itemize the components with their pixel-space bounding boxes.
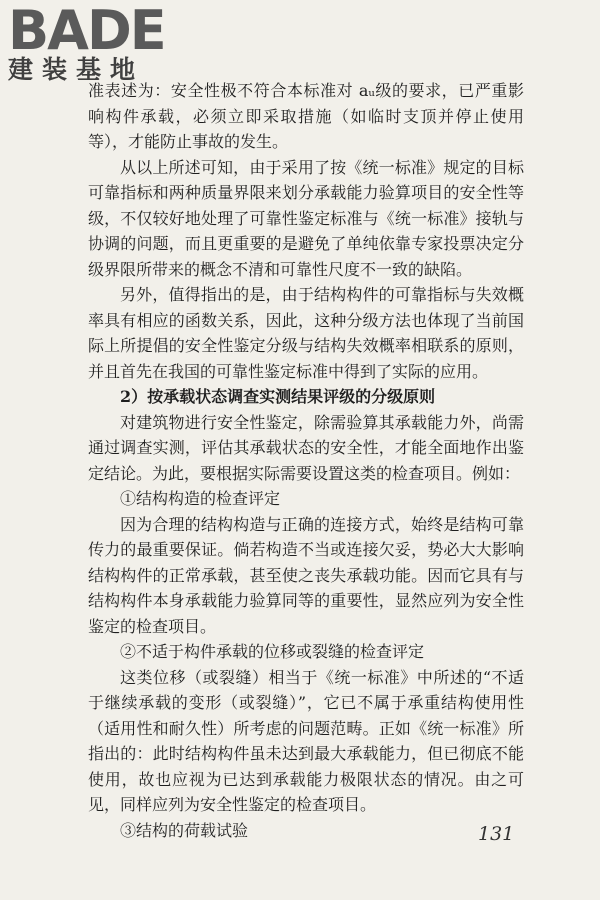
paragraph: 另外，值得指出的是，由于结构构件的可靠指标与失效概率具有相应的函数关系，因此，这种分级方法也体现了当前国际上所提倡的安全性鉴定分级与结构失效概率相联系的原则，并且首先在我国的可靠性鉴定标准中得到了实际的应用。 [88, 285, 524, 381]
watermark-logo [8, 2, 165, 84]
list-item-heading: ①结构构造的检查评定 [120, 489, 281, 508]
list-item-heading: ③结构的荷载试验 [120, 820, 249, 840]
paragraph: 因为合理的结构构造与正确的连接方式，始终是结构可靠传力的最重要保证。倘若构造不当或连接欠妥，势必大大影响结构构件的正常承载，甚至使之丧失承载功能。因而它具有与结构构件本身承载能力验算同等的重要性，显然应列为安全性鉴定的检查项目。 [88, 514, 524, 636]
page-number: 131 [478, 823, 515, 845]
paragraph: 对建筑物进行安全性鉴定，除需验算其承载能力外，尚需通过调查实测，评估其承载状态的安全性，才能全面地作出鉴定结论。为此，要根据实际需要设置这类的检查项目。例如： [88, 412, 524, 483]
section-heading: 2）按承载状态调查实测结果评级的分级原则 [120, 387, 436, 406]
list-item-heading: ②不适于构件承载的位移或裂缝的检查评定 [120, 642, 425, 661]
logo-brand: BADE [8, 0, 165, 62]
paragraph-continued: 准表述为：安全性极不符合本标准对 aᵤ级的要求，已严重影响构件承载，必须立即采取措施（如临时支顶并停止使用等），才能防止事故的发生。 [88, 81, 524, 151]
logo-tagline: 建装基地 [8, 55, 145, 84]
page-body [88, 78, 524, 843]
paragraph: 从以上所述可知，由于采用了按《统一标准》规定的目标可靠指标和两种质量界限来划分承载能力验算项目的安全性等级，不仅较好地处理了可靠性鉴定标准与《统一标准》接轨与协调的问题，而且更重要的是避免了单纯依靠专家投票决定分级界限所带来的概念不清和可靠性尺度不一致的缺陷。 [88, 157, 524, 279]
paragraph: 这类位移（或裂缝）相当于《统一标准》中所述的“不适于继续承载的变形（或裂缝）”，它已不属于承重结构使用性（适用性和耐久性）所考虑的问题范畴。正如《统一标准》所指出的：此时结构构件虽未达到最大承载能力，但已彻底不能使用，故也应视为已达到承载能力极限状态的情况。由之可见，同样应列为安全性鉴定的检查项目。 [88, 667, 524, 814]
